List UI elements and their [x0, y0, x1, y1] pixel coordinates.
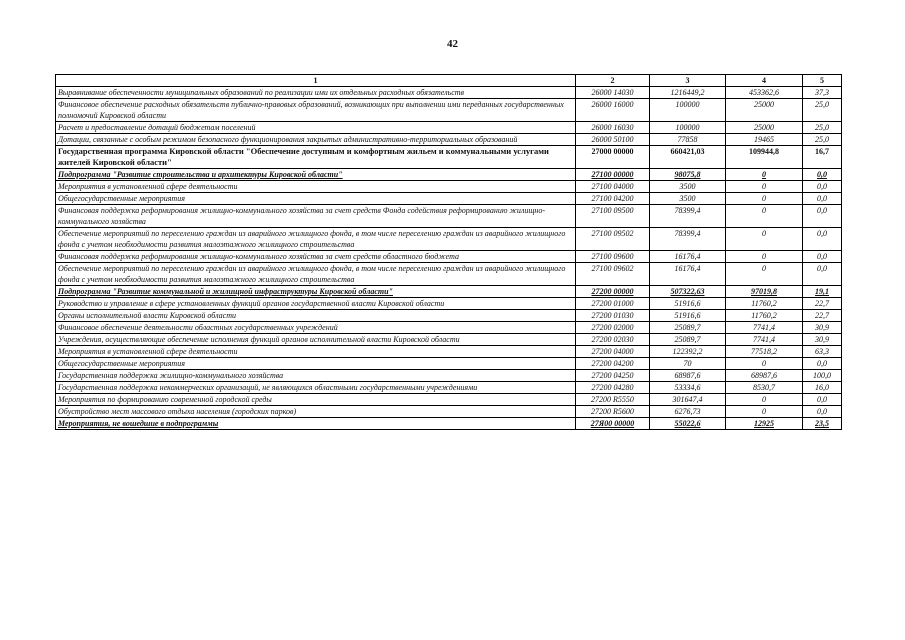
- row-percent-cell: 100,0: [803, 370, 842, 382]
- row-plan-cell: 122392,2: [650, 346, 726, 358]
- row-plan-cell: 78399,4: [650, 228, 726, 251]
- row-name-cell: Обеспечение мероприятий по переселению граждан из аварийного жилищного фонда, в том числе переселению граждан из аварийного жилищного фонда с учетом необходимости развития малоэтажного жилищного строительства: [56, 228, 576, 251]
- table-row: [56, 122, 842, 134]
- table-row: [56, 406, 842, 418]
- row-plan-cell: 507322,63: [650, 286, 726, 298]
- table-row: [56, 286, 842, 298]
- row-executed-cell: 0: [726, 394, 803, 406]
- row-name-cell: Финансовая поддержка реформирования жилищно-коммунального хозяйства за счет средств Фонда содействия реформированию жилищно-коммунального хозяйства: [56, 205, 576, 228]
- row-name-cell: Органы исполнительной власти Кировской области: [56, 310, 576, 322]
- table-row: [56, 251, 842, 263]
- row-percent-cell: 16,0: [803, 382, 842, 394]
- column-header-1: 1: [56, 75, 576, 87]
- row-percent-cell: 63,3: [803, 346, 842, 358]
- row-name-cell: Мероприятия в установленной сфере деятельности: [56, 346, 576, 358]
- row-code-cell: 27200 04000: [576, 346, 650, 358]
- row-executed-cell: 0: [726, 358, 803, 370]
- row-plan-cell: 70: [650, 358, 726, 370]
- row-plan-cell: 100000: [650, 122, 726, 134]
- row-name-cell: Мероприятия по формированию современной городской среды: [56, 394, 576, 406]
- row-percent-cell: 0,0: [803, 181, 842, 193]
- row-plan-cell: 78399,4: [650, 205, 726, 228]
- column-header-4: 4: [726, 75, 803, 87]
- row-executed-cell: 25000: [726, 99, 803, 122]
- row-executed-cell: 0: [726, 169, 803, 181]
- row-percent-cell: 37,3: [803, 87, 842, 99]
- row-name-cell: Государственная программа Кировской области "Обеспечение доступным и комфортным жильем и коммунальными услугами жителей Кировской области": [56, 146, 576, 169]
- table-row: [56, 346, 842, 358]
- row-percent-cell: 25,0: [803, 134, 842, 146]
- table-row: [56, 205, 842, 228]
- row-code-cell: 27200 01030: [576, 310, 650, 322]
- row-name-cell: Подпрограмма "Развитие коммунальной и жилищной инфраструктуры Кировской области": [56, 286, 576, 298]
- row-name-cell: Финансовая поддержка реформирования жилищно-коммунального хозяйства за счет средств областного бюджета: [56, 251, 576, 263]
- row-name-cell: Руководство и управление в сфере установленных функций органов государственной власти Кировской области: [56, 298, 576, 310]
- row-plan-cell: 100000: [650, 99, 726, 122]
- table-row: [56, 394, 842, 406]
- row-plan-cell: 1216449,2: [650, 87, 726, 99]
- row-percent-cell: 0,0: [803, 251, 842, 263]
- row-code-cell: 27Я00 00000: [576, 418, 650, 430]
- row-percent-cell: 0,0: [803, 263, 842, 286]
- row-plan-cell: 6276,73: [650, 406, 726, 418]
- row-executed-cell: 7741,4: [726, 334, 803, 346]
- row-plan-cell: 53334,6: [650, 382, 726, 394]
- table-row: [56, 228, 842, 251]
- row-plan-cell: 77858: [650, 134, 726, 146]
- table-header-row: [56, 75, 842, 87]
- table-row: [56, 146, 842, 169]
- row-executed-cell: 25000: [726, 122, 803, 134]
- table-row: [56, 310, 842, 322]
- page-number: 42: [447, 38, 458, 50]
- row-executed-cell: 11760,2: [726, 298, 803, 310]
- row-name-cell: Учреждения, осуществляющие обеспечение исполнения функций органов исполнительной власти Кировской области: [56, 334, 576, 346]
- table-row: [56, 298, 842, 310]
- row-name-cell: Финансовое обеспечение расходных обязательств публично-правовых образований, возникающих при выполнении ими переданных государственных полномочий Кировской области: [56, 99, 576, 122]
- row-code-cell: 27200 01000: [576, 298, 650, 310]
- column-header-2: 2: [576, 75, 650, 87]
- row-plan-cell: 3500: [650, 193, 726, 205]
- table-row: [56, 382, 842, 394]
- row-executed-cell: 0: [726, 205, 803, 228]
- row-executed-cell: 0: [726, 181, 803, 193]
- row-code-cell: 27200 02030: [576, 334, 650, 346]
- table-row: [56, 87, 842, 99]
- table-row: [56, 322, 842, 334]
- row-name-cell: Общегосударственные мероприятия: [56, 193, 576, 205]
- budget-table: [55, 74, 842, 430]
- row-executed-cell: 77518,2: [726, 346, 803, 358]
- row-plan-cell: 68987,6: [650, 370, 726, 382]
- row-executed-cell: 109944,8: [726, 146, 803, 169]
- row-name-cell: Общегосударственные мероприятия: [56, 358, 576, 370]
- row-percent-cell: 30,9: [803, 322, 842, 334]
- row-code-cell: 27100 00000: [576, 169, 650, 181]
- row-executed-cell: 0: [726, 251, 803, 263]
- row-code-cell: 26000 16030: [576, 122, 650, 134]
- row-code-cell: 27100 04200: [576, 193, 650, 205]
- row-code-cell: 26000 50100: [576, 134, 650, 146]
- row-executed-cell: 97019,8: [726, 286, 803, 298]
- row-percent-cell: 16,7: [803, 146, 842, 169]
- row-percent-cell: 0,0: [803, 193, 842, 205]
- row-executed-cell: 68987,6: [726, 370, 803, 382]
- table-row: [56, 418, 842, 430]
- row-percent-cell: 0,0: [803, 358, 842, 370]
- row-percent-cell: 0,0: [803, 394, 842, 406]
- table-row: [56, 99, 842, 122]
- row-executed-cell: 12925: [726, 418, 803, 430]
- row-code-cell: 27100 09602: [576, 263, 650, 286]
- row-executed-cell: 7741,4: [726, 322, 803, 334]
- row-name-cell: Подпрограмма "Развитие строительства и архитектуры Кировской области": [56, 169, 576, 181]
- row-name-cell: Расчет и предоставление дотаций бюджетам поселений: [56, 122, 576, 134]
- row-code-cell: 27100 09600: [576, 251, 650, 263]
- row-code-cell: 26000 14030: [576, 87, 650, 99]
- row-executed-cell: 0: [726, 406, 803, 418]
- row-name-cell: Государственная поддержка некоммерческих организаций, не являющихся областными государственными учреждениями: [56, 382, 576, 394]
- row-percent-cell: 0,0: [803, 205, 842, 228]
- row-percent-cell: 25,0: [803, 99, 842, 122]
- row-percent-cell: 19,1: [803, 286, 842, 298]
- row-code-cell: 27000 00000: [576, 146, 650, 169]
- row-code-cell: 27100 04000: [576, 181, 650, 193]
- row-executed-cell: 8530,7: [726, 382, 803, 394]
- row-plan-cell: 25089,7: [650, 334, 726, 346]
- table-row: [56, 263, 842, 286]
- row-plan-cell: 51916,6: [650, 298, 726, 310]
- row-name-cell: Обустройство мест массового отдыха населения (городских парков): [56, 406, 576, 418]
- row-executed-cell: 19465: [726, 134, 803, 146]
- row-executed-cell: 453362,6: [726, 87, 803, 99]
- row-percent-cell: 23,5: [803, 418, 842, 430]
- row-executed-cell: 0: [726, 263, 803, 286]
- column-header-5: 5: [803, 75, 842, 87]
- row-name-cell: Обеспечение мероприятий по переселению граждан из аварийного жилищного фонда, в том числе переселению граждан из аварийного жилищного фонда с учетом необходимости развития малоэтажного жилищного строительства: [56, 263, 576, 286]
- row-percent-cell: 0,0: [803, 169, 842, 181]
- row-name-cell: Государственная поддержка жилищно-коммунального хозяйства: [56, 370, 576, 382]
- row-percent-cell: 0,0: [803, 406, 842, 418]
- row-plan-cell: 16176,4: [650, 263, 726, 286]
- row-code-cell: 27100 09502: [576, 228, 650, 251]
- row-percent-cell: 30,9: [803, 334, 842, 346]
- row-plan-cell: 51916,6: [650, 310, 726, 322]
- row-code-cell: 27200 04250: [576, 370, 650, 382]
- table-row: [56, 134, 842, 146]
- row-plan-cell: 25089,7: [650, 322, 726, 334]
- row-percent-cell: 22,7: [803, 298, 842, 310]
- row-executed-cell: 0: [726, 228, 803, 251]
- row-code-cell: 26000 16000: [576, 99, 650, 122]
- table-row: [56, 358, 842, 370]
- row-code-cell: 27200 R5600: [576, 406, 650, 418]
- row-plan-cell: 660421,03: [650, 146, 726, 169]
- column-header-3: 3: [650, 75, 726, 87]
- row-plan-cell: 301647,4: [650, 394, 726, 406]
- row-percent-cell: 25,0: [803, 122, 842, 134]
- table-row: [56, 193, 842, 205]
- row-plan-cell: 98075,8: [650, 169, 726, 181]
- table-row: [56, 334, 842, 346]
- row-code-cell: 27200 R5550: [576, 394, 650, 406]
- row-plan-cell: 55022,6: [650, 418, 726, 430]
- table-row: [56, 370, 842, 382]
- row-name-cell: Дотации, связанные с особым режимом безопасного функционирования закрытых административно-территориальных образований: [56, 134, 576, 146]
- table-row: [56, 169, 842, 181]
- row-name-cell: Мероприятия, не вошедшие в подпрограммы: [56, 418, 576, 430]
- row-name-cell: Мероприятия в установленной сфере деятельности: [56, 181, 576, 193]
- row-plan-cell: 3500: [650, 181, 726, 193]
- row-executed-cell: 11760,2: [726, 310, 803, 322]
- row-code-cell: 27200 02000: [576, 322, 650, 334]
- row-name-cell: Выравнивание обеспеченности муниципальных образований по реализации ими их отдельных расходных обязательств: [56, 87, 576, 99]
- row-name-cell: Финансовое обеспечение деятельности областных государственных учреждений: [56, 322, 576, 334]
- row-percent-cell: 0,0: [803, 228, 842, 251]
- table-row: [56, 181, 842, 193]
- row-plan-cell: 16176,4: [650, 251, 726, 263]
- row-code-cell: 27100 09500: [576, 205, 650, 228]
- row-code-cell: 27200 04280: [576, 382, 650, 394]
- row-percent-cell: 22,7: [803, 310, 842, 322]
- row-executed-cell: 0: [726, 193, 803, 205]
- row-code-cell: 27200 00000: [576, 286, 650, 298]
- row-code-cell: 27200 04200: [576, 358, 650, 370]
